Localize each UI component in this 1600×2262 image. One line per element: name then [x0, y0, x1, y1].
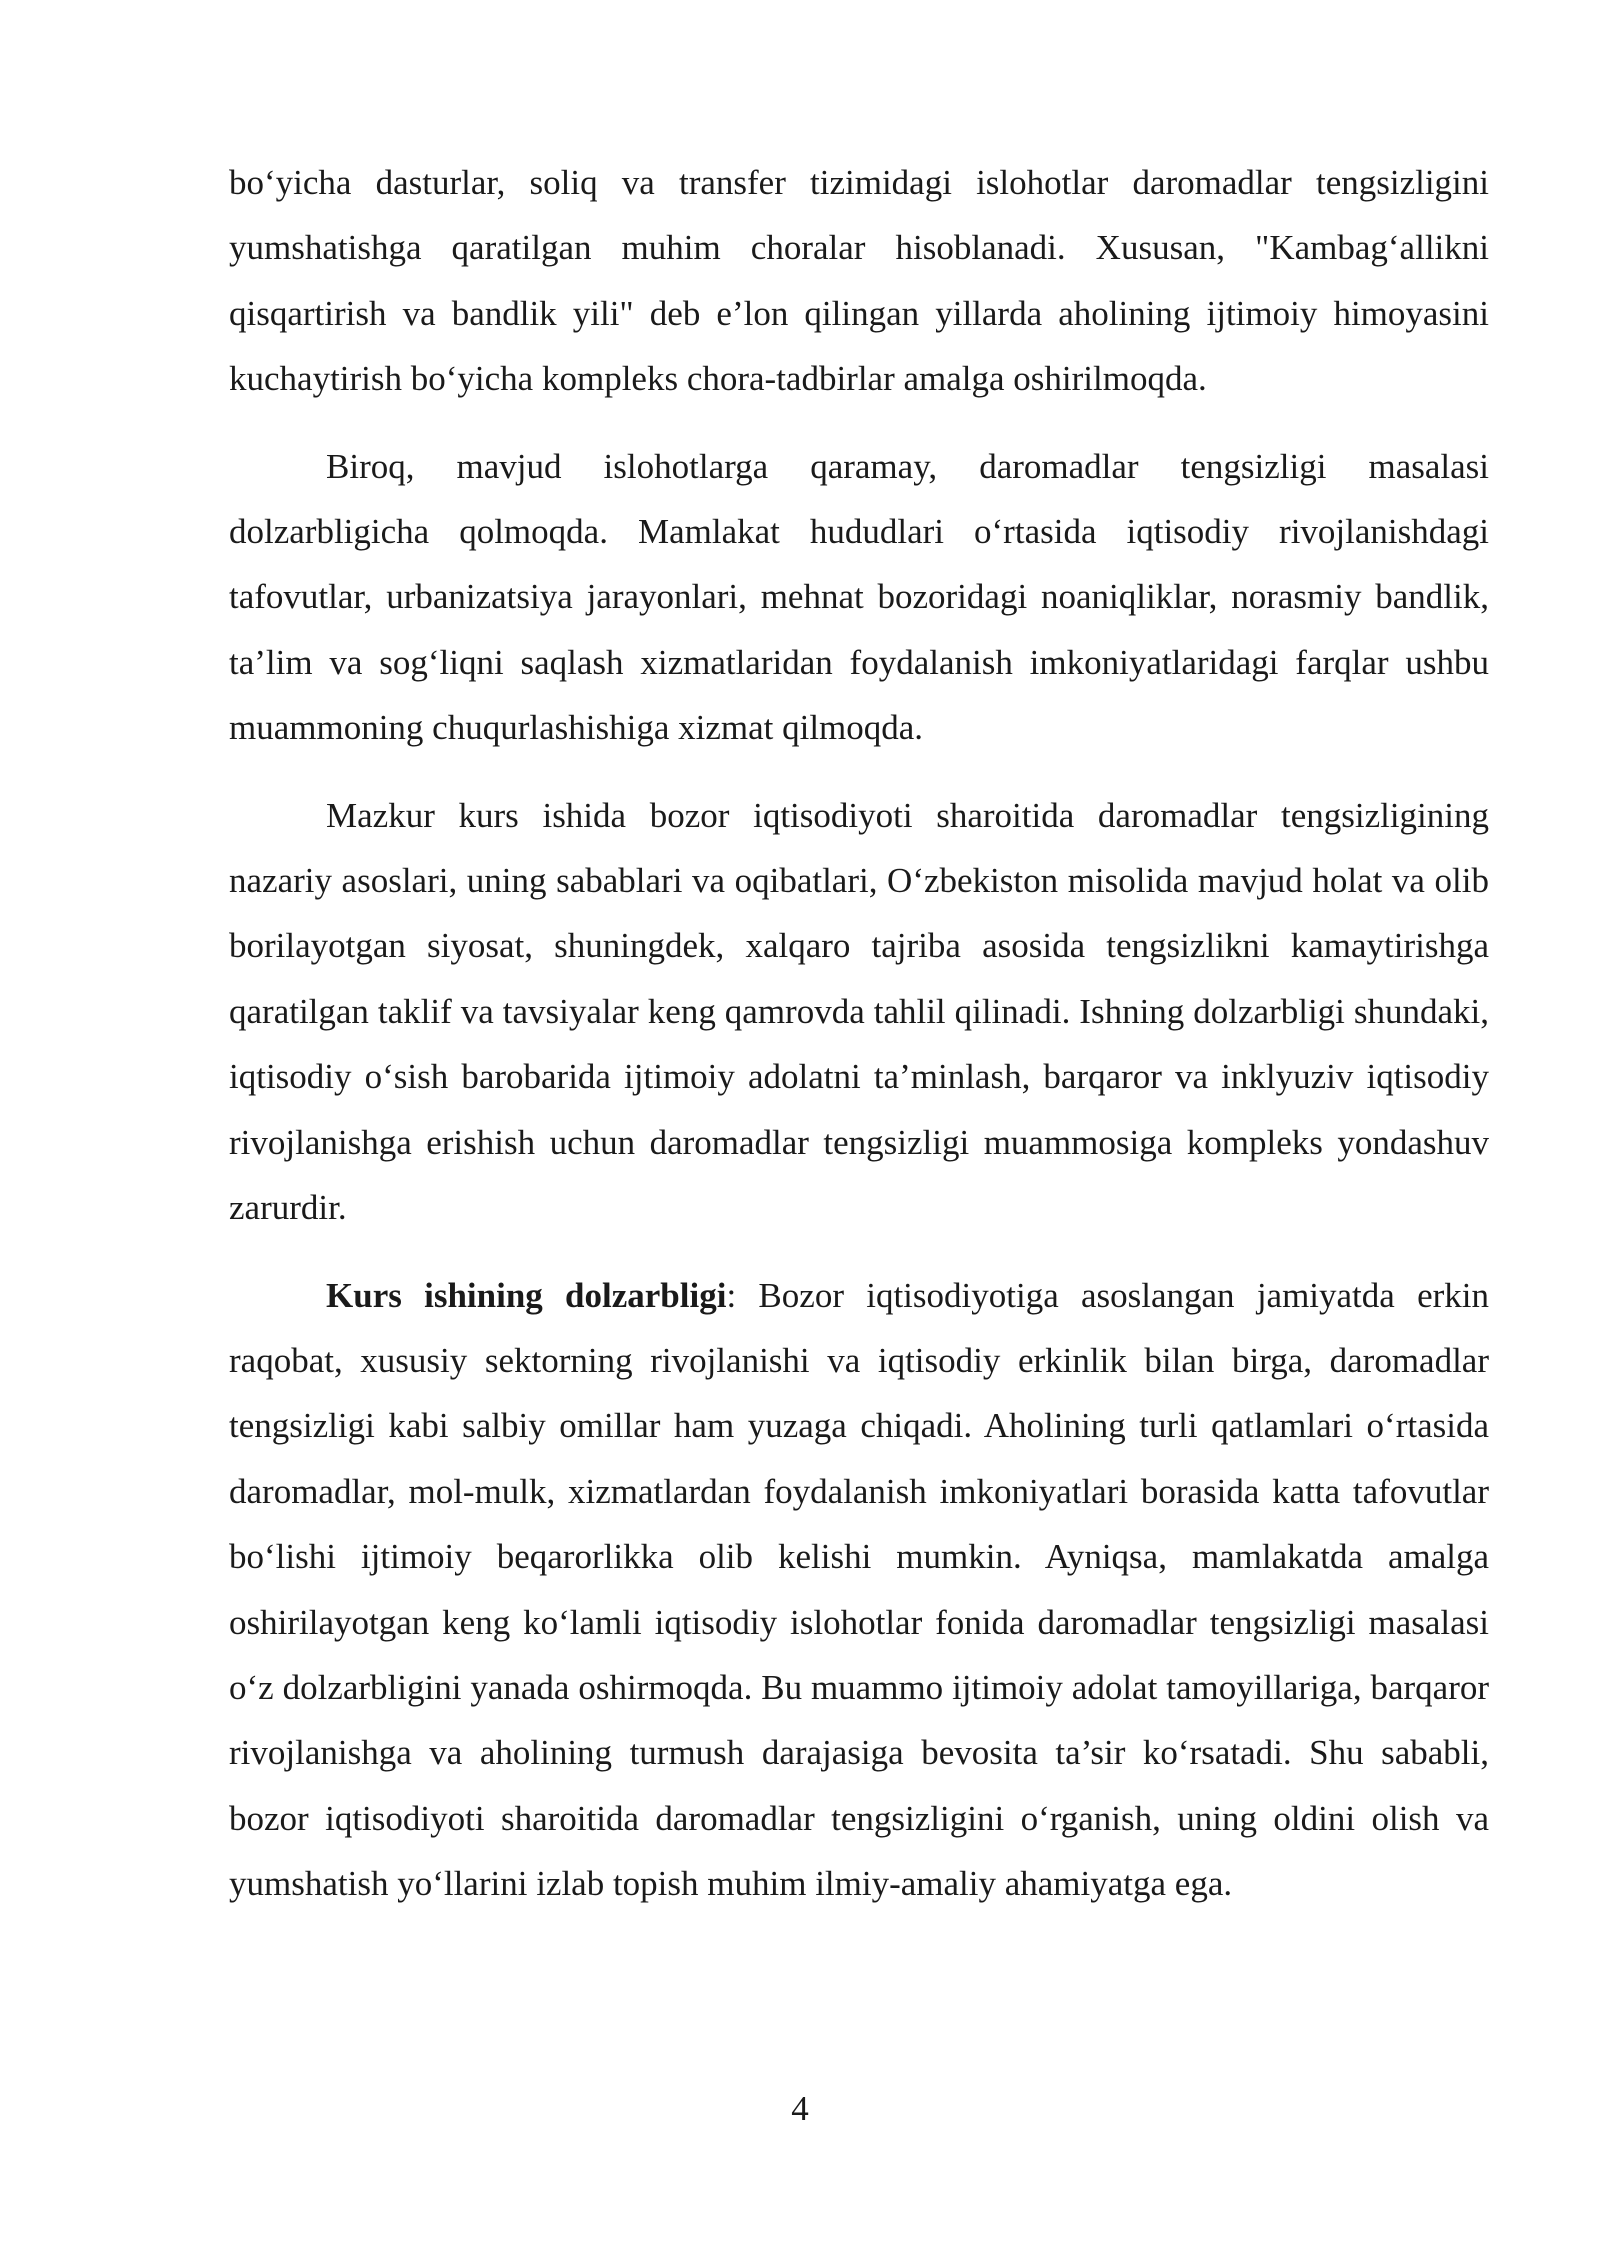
- paragraph-1-text: bo‘yicha dasturlar, soliq va transfer tizimidagi islohotlar daromadlar tengsizligini yumshatishga qaratilgan muhim choralar hisoblanadi. Xususan, "Kambag‘allikni qisqartirish va bandlik yili" deb e’lon qilingan yillarda aholining ijtimoiy himoyasini kuchaytirish bo‘yicha kompleks chora-tadbirlar amalga oshirilmoqda.: [229, 163, 1489, 399]
- paragraph-3-text: Mazkur kurs ishida bozor iqtisodiyoti sharoitida daromadlar tengsizligining nazariy asoslari, uning sabablari va oqibatlari, O‘zbekiston misolida mavjud holat va olib borilayotgan siyosat, shuningdek, xalqaro tajriba asosida tengsizlikni kamaytirishga qaratilgan taklif va tavsiyalar keng qamrovda tahlil qilinadi. Ishning dolzarbligi shundaki, iqtisodiy o‘sish barobarida ijtimoiy adolatni ta’minlash, barqaror va inklyuziv iqtisodiy rivojlanishga erishish uchun daromadlar tengsizligi muammosiga kompleks yondashuv zarurdir.: [229, 795, 1489, 1228]
- paragraph-3: [229, 783, 1489, 1241]
- paragraph-4: [229, 1263, 1489, 1917]
- page-number: 4: [791, 2089, 809, 2128]
- section-heading-relevance: Kurs ishining dolzarbligi: [326, 1275, 727, 1315]
- paragraph-1: [229, 150, 1489, 412]
- paragraph-4-text: : Bozor iqtisodiyotiga asoslangan jamiyatda erkin raqobat, xususiy sektorning rivojlanishi va iqtisodiy erkinlik bilan birga, daromadlar tengsizligi kabi salbiy omillar ham yuzaga chiqadi. Aholining turli qatlamlari o‘rtasida daromadlar, mol-mulk, xizmatlardan foydalanish imkoniyatlari borasida katta tafovutlar bo‘lishi ijtimoiy beqarorlikka olib kelishi mumkin. Ayniqsa, mamlakatda amalga oshirilayotgan keng ko‘lamli iqtisodiy islohotlar fonida daromadlar tengsizligi masalasi o‘z dolzarbligini yanada oshirmoqda. Bu muammo ijtimoiy adolat tamoyillariga, barqaror rivojlanishga va aholining turmush darajasiga bevosita ta’sir ko‘rsatadi. Shu sababli, bozor iqtisodiyoti sharoitida daromadlar tengsizligini o‘rganish, uning oldini olish va yumshatish yo‘llarini izlab topish muhim ilmiy-amaliy ahamiyatga ega.: [229, 1275, 1489, 1904]
- document-page: [229, 150, 1489, 1917]
- paragraph-2-text: Biroq, mavjud islohotlarga qaramay, daromadlar tengsizligi masalasi dolzarbligicha qolmoqda. Mamlakat hududlari o‘rtasida iqtisodiy rivojlanishdagi tafovutlar, urbanizatsiya jarayonlari, mehnat bozoridagi noaniqliklar, norasmiy bandlik, ta’lim va sog‘liqni saqlash xizmatlaridan foydalanish imkoniyatlaridagi farqlar ushbu muammoning chuqurlashishiga xizmat qilmoqda.: [229, 446, 1489, 748]
- paragraph-2: [229, 434, 1489, 761]
